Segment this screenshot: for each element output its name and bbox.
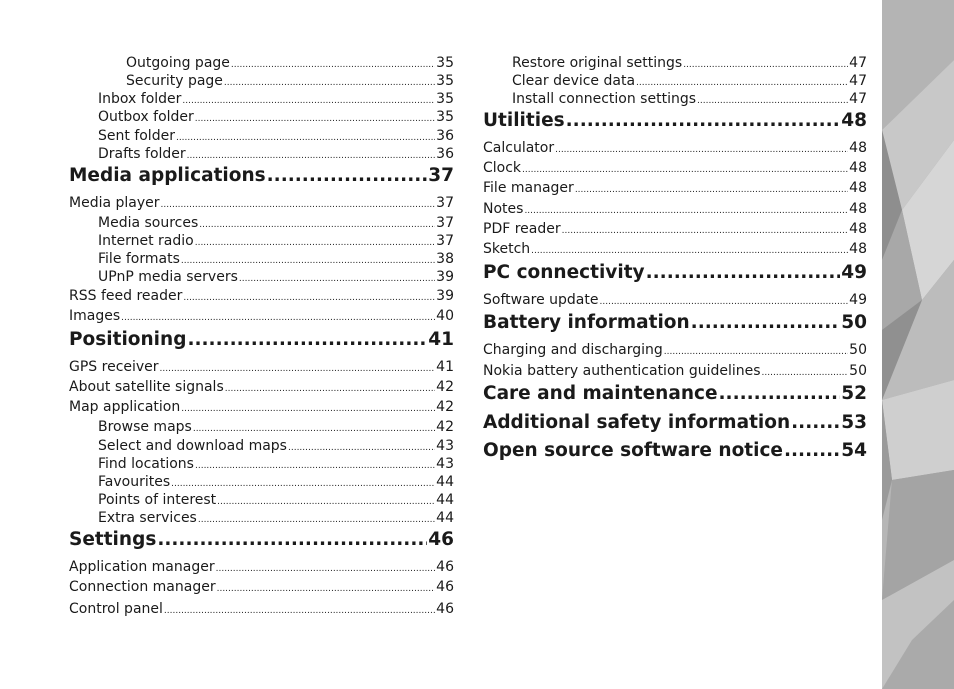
toc-entry-title: Outgoing page [126, 55, 230, 71]
toc-entry-title: PC connectivity [483, 262, 645, 283]
toc-entry [512, 72, 867, 92]
dot-leader [531, 240, 848, 260]
toc-entry [69, 194, 454, 214]
dot-leader [195, 108, 435, 128]
dot-leader [636, 72, 848, 92]
toc-page-number: 39 [436, 269, 454, 285]
toc-page-number: 37 [436, 215, 454, 231]
toc-entry-title: Utilities [483, 110, 565, 131]
dot-leader [267, 164, 428, 188]
dot-leader [161, 194, 436, 214]
toc-page-number: 37 [428, 165, 454, 186]
toc-entry [98, 127, 454, 147]
toc-entry-title: Extra services [98, 510, 197, 526]
toc-entry [126, 54, 454, 74]
toc-entry-title: Find locations [98, 456, 194, 472]
dot-leader [183, 287, 435, 307]
toc-entry-title: Clock [483, 160, 522, 176]
toc-entry [483, 200, 867, 220]
dot-leader [691, 311, 841, 335]
dot-leader [157, 528, 427, 552]
dot-leader [683, 54, 848, 74]
toc-entry-title: Media sources [98, 215, 199, 231]
dot-leader [171, 473, 435, 493]
toc-page-number: 47 [849, 55, 867, 71]
toc-page-number: 41 [436, 359, 454, 375]
toc-entry-title: Open source software notice [483, 440, 783, 461]
toc-page-number: 49 [841, 262, 867, 283]
toc-page-number: 41 [428, 329, 454, 350]
toc-entry [69, 398, 454, 418]
toc-page-number: 50 [849, 342, 867, 358]
toc-section-heading [483, 311, 867, 335]
toc-entry-title: RSS feed reader [69, 288, 183, 304]
toc-page-number: 54 [841, 440, 867, 461]
toc-entry-title: Images [69, 308, 121, 324]
toc-entry-title: Points of interest [98, 492, 217, 508]
toc-entry-title: Care and maintenance [483, 383, 718, 404]
dot-leader [288, 437, 435, 457]
toc-page-number: 48 [849, 160, 867, 176]
decorative-side-tab [882, 0, 954, 689]
dot-leader [697, 90, 848, 110]
toc-page-number: 40 [436, 308, 454, 324]
toc-entry [483, 139, 867, 159]
dot-leader [176, 127, 435, 147]
toc-page-number: 49 [849, 292, 867, 308]
toc-entry-title: Nokia battery authentication guidelines [483, 363, 761, 379]
toc-entry [512, 90, 867, 110]
toc-page-number: 47 [849, 73, 867, 89]
dot-leader [224, 72, 435, 92]
toc-section-heading [483, 261, 867, 285]
toc-section-heading [69, 164, 454, 188]
toc-entry-title: Drafts folder [98, 146, 186, 162]
toc-entry-title: Clear device data [512, 73, 636, 89]
toc-entry-title: Settings [69, 529, 157, 550]
toc-page-number: 35 [436, 91, 454, 107]
dot-leader [187, 145, 436, 165]
toc-entry-title: PDF reader [483, 221, 561, 237]
dot-leader [187, 328, 427, 352]
toc-entry [98, 232, 454, 252]
dot-leader [762, 362, 849, 382]
toc-page-number: 43 [436, 456, 454, 472]
toc-entry [483, 362, 867, 382]
toc-page-number: 53 [841, 412, 867, 433]
toc-entry-title: Outbox folder [98, 109, 194, 125]
toc-entry-title: About satellite signals [69, 379, 224, 395]
toc-entry-title: GPS receiver [69, 359, 159, 375]
toc-entry-title: Install connection settings [512, 91, 697, 107]
dot-leader [231, 54, 435, 74]
toc-entry [69, 578, 454, 598]
toc-section-heading [69, 528, 454, 552]
dot-leader [562, 220, 849, 240]
toc-section-heading [483, 382, 867, 406]
toc-page-number: 36 [436, 146, 454, 162]
toc-entry [483, 341, 867, 361]
toc-entry [483, 291, 867, 311]
toc-page-number: 50 [849, 363, 867, 379]
dot-leader [160, 358, 436, 378]
toc-page-number: 43 [436, 438, 454, 454]
dot-leader [600, 291, 849, 311]
toc-entry [98, 145, 454, 165]
toc-entry-title: Software update [483, 292, 599, 308]
toc-entry [483, 240, 867, 260]
toc-entry-title: Positioning [69, 329, 187, 350]
toc-entry-title: UPnP media servers [98, 269, 238, 285]
toc-entry [98, 491, 454, 511]
toc-entry [69, 378, 454, 398]
toc-entry [98, 90, 454, 110]
dot-leader [784, 439, 840, 463]
toc-entry-title: Favourites [98, 474, 171, 490]
dot-leader [195, 232, 435, 252]
toc-page-number: 48 [849, 241, 867, 257]
toc-page-number: 44 [436, 474, 454, 490]
toc-entry-title: Security page [126, 73, 223, 89]
toc-entry-title: Sketch [483, 241, 531, 257]
dot-leader [193, 418, 435, 438]
dot-leader [195, 455, 435, 475]
dot-leader [217, 578, 436, 598]
toc-page-number: 47 [849, 91, 867, 107]
toc-page-number: 50 [841, 312, 867, 333]
dot-leader [719, 382, 841, 406]
toc-entry [98, 509, 454, 529]
toc-entry [98, 455, 454, 475]
toc-entry-title: Additional safety information [483, 412, 791, 433]
toc-page-number: 38 [436, 251, 454, 267]
toc-entry-title: Charging and discharging [483, 342, 663, 358]
toc-section-heading [69, 328, 454, 352]
toc-page-number: 36 [436, 128, 454, 144]
toc-page-number: 48 [849, 201, 867, 217]
toc-page-number: 42 [436, 419, 454, 435]
toc-entry [512, 54, 867, 74]
toc-entry-title: Application manager [69, 559, 215, 575]
toc-entry [126, 72, 454, 92]
toc-page-number: 48 [849, 221, 867, 237]
toc-entry [98, 108, 454, 128]
toc-entry-title: Connection manager [69, 579, 216, 595]
toc-entry [98, 437, 454, 457]
toc-entry-title: Internet radio [98, 233, 194, 249]
dot-leader [524, 200, 848, 220]
toc-page-number: 48 [849, 180, 867, 196]
dot-leader [217, 491, 435, 511]
dot-leader [181, 250, 435, 270]
toc-entry-title: Restore original settings [512, 55, 683, 71]
dot-leader [225, 378, 435, 398]
dot-leader [239, 268, 435, 288]
toc-entry [98, 268, 454, 288]
toc-entry [98, 473, 454, 493]
toc-page-number: 42 [436, 399, 454, 415]
toc-entry [483, 220, 867, 240]
toc-page-number: 35 [436, 109, 454, 125]
toc-entry [69, 358, 454, 378]
toc-entry-title: Map application [69, 399, 181, 415]
toc-entry [69, 307, 454, 327]
toc-entry [98, 250, 454, 270]
dot-leader [198, 509, 435, 529]
toc-entry-title: Battery information [483, 312, 690, 333]
toc-entry [69, 558, 454, 578]
toc-page-number: 35 [436, 73, 454, 89]
dot-leader [181, 398, 435, 418]
dot-leader [791, 411, 840, 435]
toc-entry [483, 159, 867, 179]
dot-leader [566, 109, 841, 133]
dot-leader [646, 261, 841, 285]
toc-page-number: 48 [841, 110, 867, 131]
toc-page-number: 48 [849, 140, 867, 156]
toc-page-number: 52 [841, 383, 867, 404]
toc-section-heading [483, 109, 867, 133]
toc-entry [69, 600, 454, 620]
dot-leader [182, 90, 435, 110]
toc-page-number: 39 [436, 288, 454, 304]
toc-entry-title: Browse maps [98, 419, 192, 435]
toc-entry-title: Control panel [69, 601, 163, 617]
toc-entry-title: Inbox folder [98, 91, 182, 107]
dot-leader [575, 179, 848, 199]
toc-page-number: 46 [428, 529, 454, 550]
toc-page-number: 35 [436, 55, 454, 71]
toc-page-number: 46 [436, 601, 454, 617]
toc-entry-title: Notes [483, 201, 524, 217]
toc-page-number: 37 [436, 195, 454, 211]
dot-leader [216, 558, 436, 578]
dot-leader [555, 139, 848, 159]
toc-page-number: 37 [436, 233, 454, 249]
side-tab-pattern [882, 0, 954, 689]
toc-page-number: 46 [436, 559, 454, 575]
toc-section-heading [483, 411, 867, 435]
toc-entry-title: Sent folder [98, 128, 175, 144]
toc-entry-title: Media player [69, 195, 160, 211]
toc-entry [98, 214, 454, 234]
toc-entry-title: Calculator [483, 140, 555, 156]
toc-page-number: 44 [436, 492, 454, 508]
dot-leader [199, 214, 435, 234]
toc-entry [483, 179, 867, 199]
dot-leader [522, 159, 848, 179]
toc-entry [98, 418, 454, 438]
toc-page-number: 42 [436, 379, 454, 395]
dot-leader [664, 341, 848, 361]
toc-entry-title: File manager [483, 180, 574, 196]
dot-leader [164, 600, 435, 620]
toc-section-heading [483, 439, 867, 463]
toc-entry-title: Select and download maps [98, 438, 287, 454]
toc-entry [69, 287, 454, 307]
toc-entry-title: Media applications [69, 165, 266, 186]
toc-page-number: 46 [436, 579, 454, 595]
toc-entry-title: File formats [98, 251, 180, 267]
dot-leader [121, 307, 435, 327]
toc-page-number: 44 [436, 510, 454, 526]
